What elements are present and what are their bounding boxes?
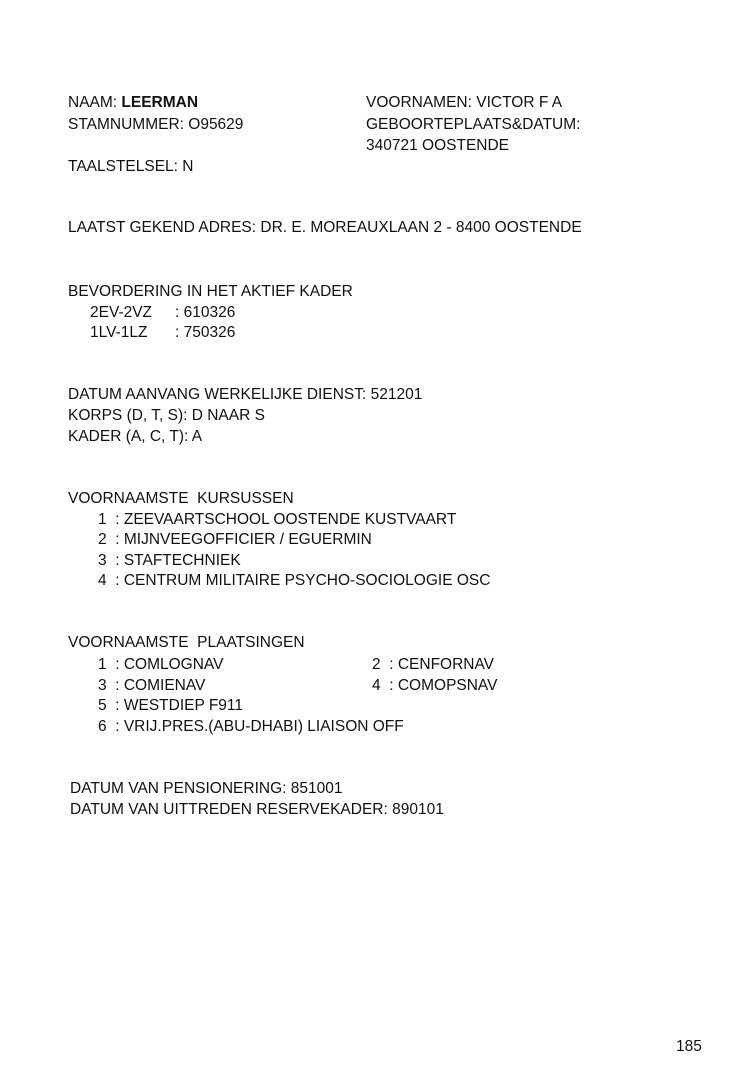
plaatsing-item: 6 : VRIJ.PRES.(ABU-DHABI) LIAISON OFF [98, 718, 404, 735]
datum-aanvang-dienst: DATUM AANVANG WERKELIJKE DIENST: 521201 [68, 386, 423, 403]
kursussen-heading: VOORNAAMSTE KURSUSSEN [68, 490, 294, 507]
kader: KADER (A, C, T): A [68, 428, 203, 445]
plaatsing-item: 4 : COMOPSNAV [372, 677, 498, 694]
plaatsingen-heading: VOORNAAMSTE PLAATSINGEN [68, 634, 305, 651]
plaatsing-item: 2 : CENFORNAV [372, 656, 495, 673]
kursus-item: 1 : ZEEVAARTSCHOOL OOSTENDE KUSTVAART [98, 511, 457, 528]
naam-line [68, 93, 198, 113]
geboorte-label: GEBOORTEPLAATS&DATUM: [366, 116, 581, 133]
geboorte-value: 340721 OOSTENDE [366, 137, 510, 154]
plaatsing-item: 5 : WESTDIEP F911 [98, 697, 244, 714]
kursus-item: 4 : CENTRUM MILITAIRE PSYCHO-SOCIOLOGIE OSC [98, 572, 491, 589]
bevordering-heading: BEVORDERING IN HET AKTIEF KADER [68, 283, 353, 300]
bevordering-rank: 2EV-2VZ [90, 304, 153, 321]
bevordering-date: : 750326 [175, 324, 236, 341]
plaatsing-item: 1 : COMLOGNAV [98, 656, 224, 673]
page-number: 185 [676, 1038, 702, 1055]
laatst-gekend-adres: LAATST GEKEND ADRES: DR. E. MOREAUXLAAN 2 - 8400 OOSTENDE [68, 219, 582, 236]
naam-value: LEERMAN [121, 94, 199, 111]
stamnummer: STAMNUMMER: O95629 [68, 116, 244, 133]
korps: KORPS (D, T, S): D NAAR S [68, 407, 265, 424]
bevordering-date: : 610326 [175, 304, 236, 321]
voornamen: VOORNAMEN: VICTOR F A [366, 94, 563, 111]
kursus-item: 3 : STAFTECHNIEK [98, 552, 241, 569]
plaatsing-item: 3 : COMIENAV [98, 677, 206, 694]
datum-pensionering: DATUM VAN PENSIONERING: 851001 [70, 780, 343, 797]
naam-label: NAAM: [68, 94, 122, 111]
kursus-item: 2 : MIJNVEEGOFFICIER / EGUERMIN [98, 531, 372, 548]
taalstelsel: TAALSTELSEL: N [68, 158, 194, 175]
bevordering-rank: 1LV-1LZ [90, 324, 148, 341]
datum-uittreden-reservekader: DATUM VAN UITTREDEN RESERVEKADER: 890101 [70, 801, 444, 818]
